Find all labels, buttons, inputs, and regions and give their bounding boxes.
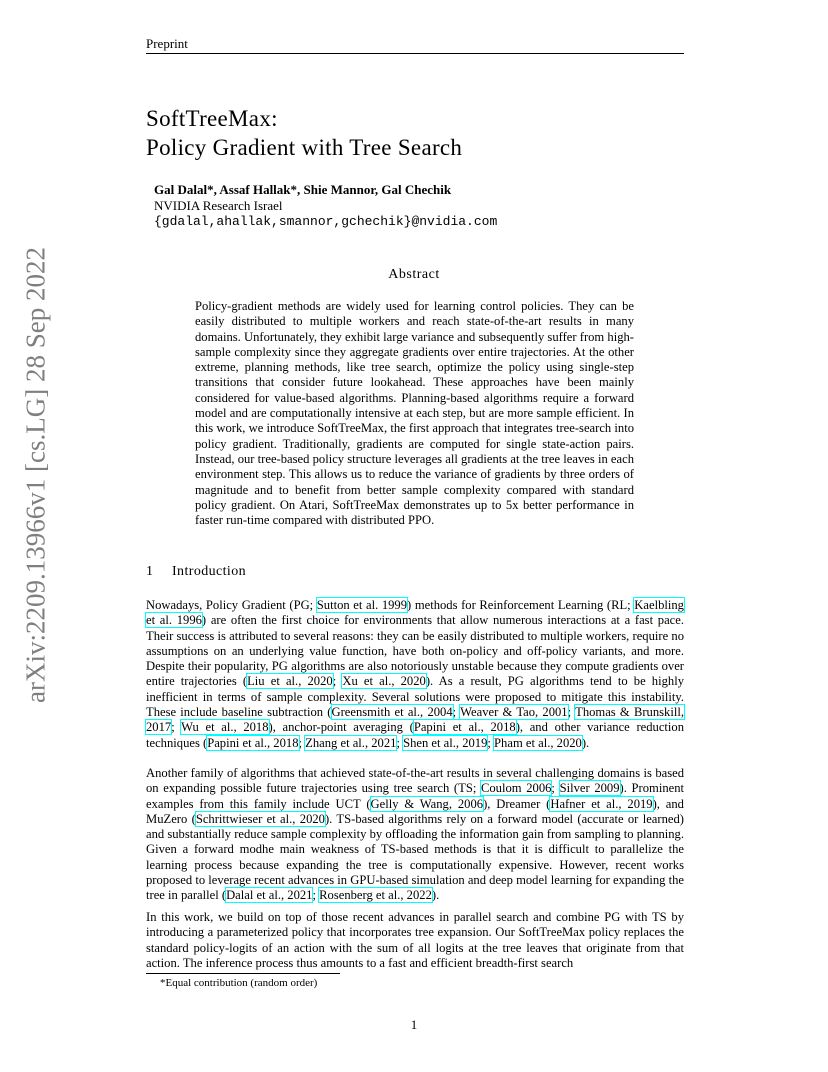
- text-run: Another family of algorithms that achieved state-of-the-art results in several challenging domains is based on expanding possible future trajectories using tree search (TS;: [146, 766, 684, 796]
- abstract-heading: Abstract: [388, 267, 440, 282]
- citation-link[interactable]: Hafner et al., 2019: [550, 796, 653, 811]
- author-names: Gal Dalal*, Assaf Hallak*, Shie Mannor, Gal Chechik: [154, 182, 452, 197]
- citation-link[interactable]: Weaver & Tao, 2001: [460, 705, 568, 720]
- text-run: ;: [332, 674, 343, 689]
- citation-link[interactable]: Papini et al., 2018: [413, 720, 516, 735]
- text-run: ).: [581, 735, 590, 750]
- text-run: ) methods for Reinforcement Learning (RL;: [407, 598, 635, 612]
- citation-link[interactable]: Shen et al., 2019: [403, 735, 488, 750]
- intro-paragraph-1: [146, 598, 684, 751]
- title-line-1: SoftTreeMax:: [146, 106, 278, 131]
- text-run: ). TS-based algorithms rely on a forward model (accurate or learned) and substantially reduce sample complexity by offloading the information gain from sampling to planning. Given a forward modhe main weakness of TS-based methods is that it is difficult to parallelize the learning process because expanding the tree is computationally expensive. However, recent works proposed to leverage recent advances in GPU-based simulation and deep model learning for expanding the tree in parallel (: [146, 811, 684, 903]
- author-block: [154, 182, 497, 230]
- abstract-body: Policy-gradient methods are widely used for learning control policies. They can be easily distributed to multiple workers and reach state-of-the-art results in many domains. Unfortunately, they exhibit large variance and subsequently suffer from high-sample complexity since they aggregate gradients over entire trajectories. At the other extreme, planning methods, like tree search, optimize the policy using single-step transitions that consider future lookahead. These approaches have been mainly considered for value-based algorithms. Planning-based algorithms require a forward model and are computationally intensive at each step, but are more sample efficient. In this work, we introduce SoftTreeMax, the first approach that integrates tree-search into policy gradient. Traditionally, gradients are computed for single state-action pairs. Instead, our tree-based policy structure leverages all gradients at the tree leaves in each environment step. This allows us to reduce the variance of gradients by three orders of magnitude and to benefit from better sample complexity compared with standard policy gradient. On Atari, SoftTreeMax demonstrates up to 5x better performance in faster run-time compared with distributed PPO.: [195, 299, 634, 528]
- text-run: ), Dreamer (: [483, 796, 551, 811]
- text-run: ). Prominent examples from this family include UCT (: [146, 781, 685, 811]
- text-run: ;: [487, 735, 495, 750]
- text-run: ;: [312, 888, 320, 903]
- citation-link[interactable]: Zhang et al., 2021: [305, 735, 397, 750]
- title-line-2: Policy Gradient with Tree Search: [146, 135, 463, 160]
- header-rule: [146, 53, 684, 54]
- page-number: 1: [410, 1017, 418, 1032]
- citation-link[interactable]: Gelly & Wang, 2006: [370, 796, 484, 811]
- paper-title: [146, 104, 462, 162]
- text-run: ) are often the first choice for environments that allow numerous interactions at a fast pace. Their success is attributed to several reasons: they can be easily distributed to multiple workers, require no assumptions on an underlying value function, have both on-policy and off-policy variants, and more. Despite their popularity, PG algorithms are also notoriously unstable because they compute gradients over entire trajectories (: [146, 613, 684, 689]
- text-run: ;: [452, 705, 461, 720]
- intro-paragraph-3: In this work, we build on top of those recent advances in parallel search and combine PG with TS by introducing a parameterized policy that incorporates tree expansion. Our SoftTreeMax policy replaces the standard policy-logits of an action with the sum of all logits at the tree leaves that originate from that action. The inference process thus amounts to a fast and efficient breadth-first search: [146, 910, 684, 970]
- text-run: ;: [551, 781, 560, 796]
- author-email: {gdalal,ahallak,smannor,gchechik}@nvidia.com: [154, 214, 498, 229]
- text-run: ;: [396, 735, 404, 750]
- citation-link[interactable]: Xu et al., 2020: [342, 674, 426, 689]
- text-run: ), anchor-point averaging (: [268, 720, 414, 735]
- citation-link[interactable]: Rosenberg et al., 2022: [319, 888, 432, 903]
- arxiv-identifier-text: arXiv:2209.13966v1 [cs.LG] 28 Sep 2022: [20, 247, 51, 703]
- section-title: Introduction: [172, 564, 247, 579]
- footnote: *Equal contribution (random order): [160, 977, 318, 989]
- text-run: ), and MuZero (: [146, 796, 684, 826]
- citation-link[interactable]: Thomas & Brunskill, 2017: [146, 705, 684, 735]
- text-run: ;: [567, 705, 576, 720]
- citation-link[interactable]: Coulom 2006: [480, 781, 552, 796]
- citation-link[interactable]: Greensmith et al., 2004: [331, 705, 453, 720]
- citation-link[interactable]: Papini et al., 2018: [207, 735, 299, 750]
- text-run: ). As a result, PG algorithms tend to be highly inefficient in terms of sample complexity. Several solutions were proposed to mitigate this instability. These include baseline subtraction (: [146, 674, 684, 720]
- intro-paragraph-2: [146, 766, 684, 904]
- citation-link[interactable]: Kaelbling et al. 1996: [146, 598, 684, 628]
- citation-link[interactable]: Silver 2009: [559, 781, 620, 796]
- citation-link[interactable]: Wu et al., 2018: [181, 720, 269, 735]
- citation-link[interactable]: Dalal et al., 2021: [226, 888, 313, 903]
- citation-link[interactable]: Sutton et al. 1999: [316, 598, 408, 612]
- running-header: Preprint: [146, 36, 188, 51]
- citation-link[interactable]: Liu et al., 2020: [247, 674, 333, 689]
- text-run: Nowadays, Policy Gradient (PG;: [146, 598, 317, 612]
- text-run: ;: [298, 735, 306, 750]
- citation-link[interactable]: Schrittwieser et al., 2020: [195, 811, 325, 826]
- text-run: ).: [431, 888, 440, 903]
- section-heading: [146, 564, 246, 580]
- section-number: 1: [146, 564, 154, 579]
- text-run: ;: [171, 720, 182, 735]
- footnote-rule: [146, 973, 340, 974]
- citation-link[interactable]: Pham et al., 2020: [494, 735, 582, 750]
- author-affiliation: NVIDIA Research Israel: [154, 198, 283, 213]
- text-run: ), and other variance reduction techniques (: [146, 720, 685, 750]
